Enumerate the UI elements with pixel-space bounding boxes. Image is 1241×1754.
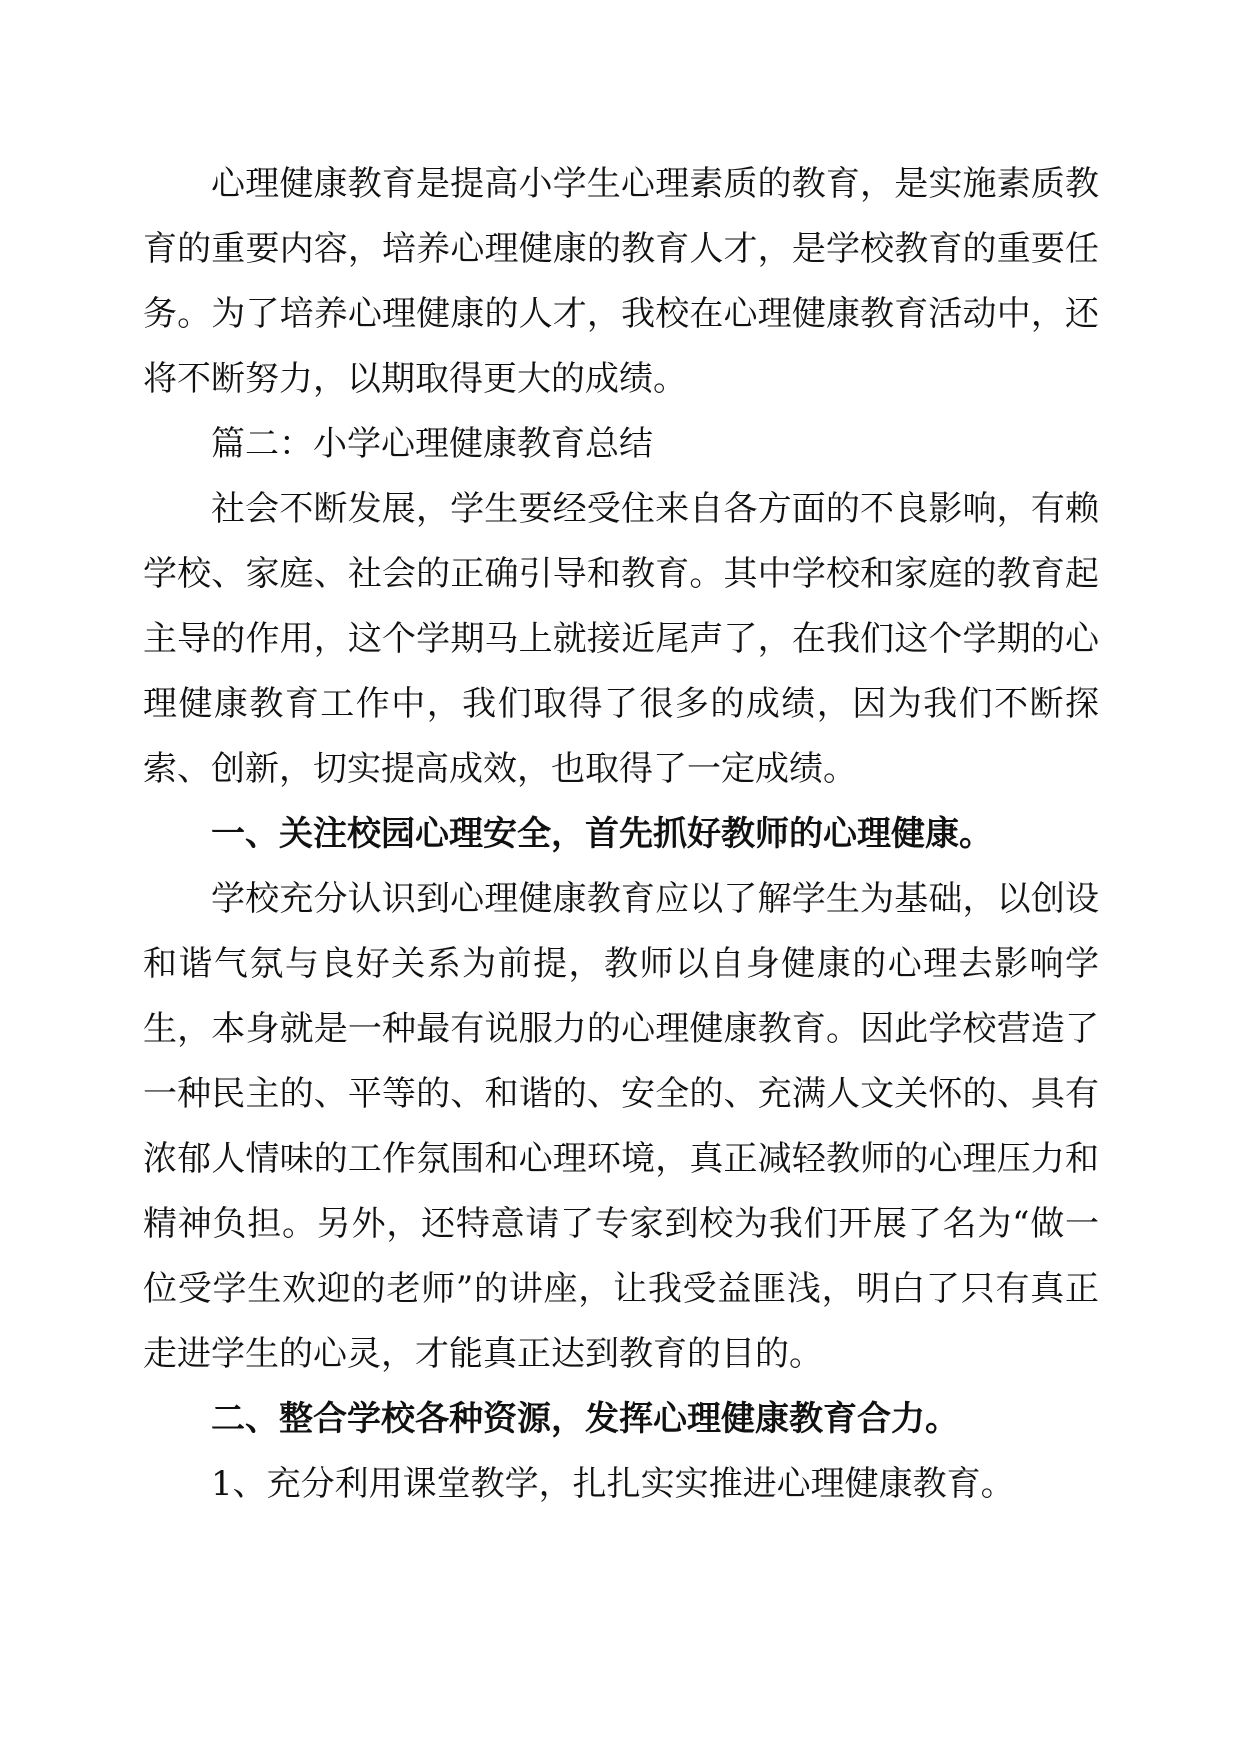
section-heading-1: 一、关注校园心理安全，首先抓好教师的心理健康。 bbox=[211, 814, 993, 854]
section-heading-2: 二、整合学校各种资源，发挥心理健康教育合力。 bbox=[211, 1399, 959, 1439]
paragraph-intro-conclusion: 心理健康教育是提高小学生心理素质的教育，是实施素质教育的重要内容，培养心理健康的教育人才，是学校教育的重要任务。为了培养心理健康的人才，我校在心理健康教育活动中，还将不断努力，以期取得更大的成绩。 bbox=[143, 164, 1099, 399]
paragraph-section-1: 学校充分认识到心理健康教育应以了解学生为基础，以创设和谐气氛与良好关系为前提，教师以自身健康的心理去影响学生，本身就是一种最有说服力的心理健康教育。因此学校营造了一种民主的、平等的、和谐的、安全的、充满人文关怀的、具有浓郁人情味的工作氛围和心理环境，真正减轻教师的心理压力和精神负担。另外，还特意请了专家到校为我们开展了名为“做一位受学生欢迎的老师”的讲座，让我受益匪浅，明白了只有真正走进学生的心灵，才能真正达到教育的目的。 bbox=[143, 879, 1099, 1374]
article-title: 篇二：小学心理健康教育总结 bbox=[211, 424, 653, 464]
subsection-item-1: 1、充分利用课堂教学，扎扎实实推进心理健康教育。 bbox=[211, 1464, 1015, 1504]
paragraph-overview: 社会不断发展，学生要经受住来自各方面的不良影响，有赖学校、家庭、社会的正确引导和教育。其中学校和家庭的教育起主导的作用，这个学期马上就接近尾声了，在我们这个学期的心理健康教育工作中，我们取得了很多的成绩，因为我们不断探索、创新，切实提高成效，也取得了一定成绩。 bbox=[143, 489, 1099, 789]
document-body bbox=[143, 152, 1099, 1517]
